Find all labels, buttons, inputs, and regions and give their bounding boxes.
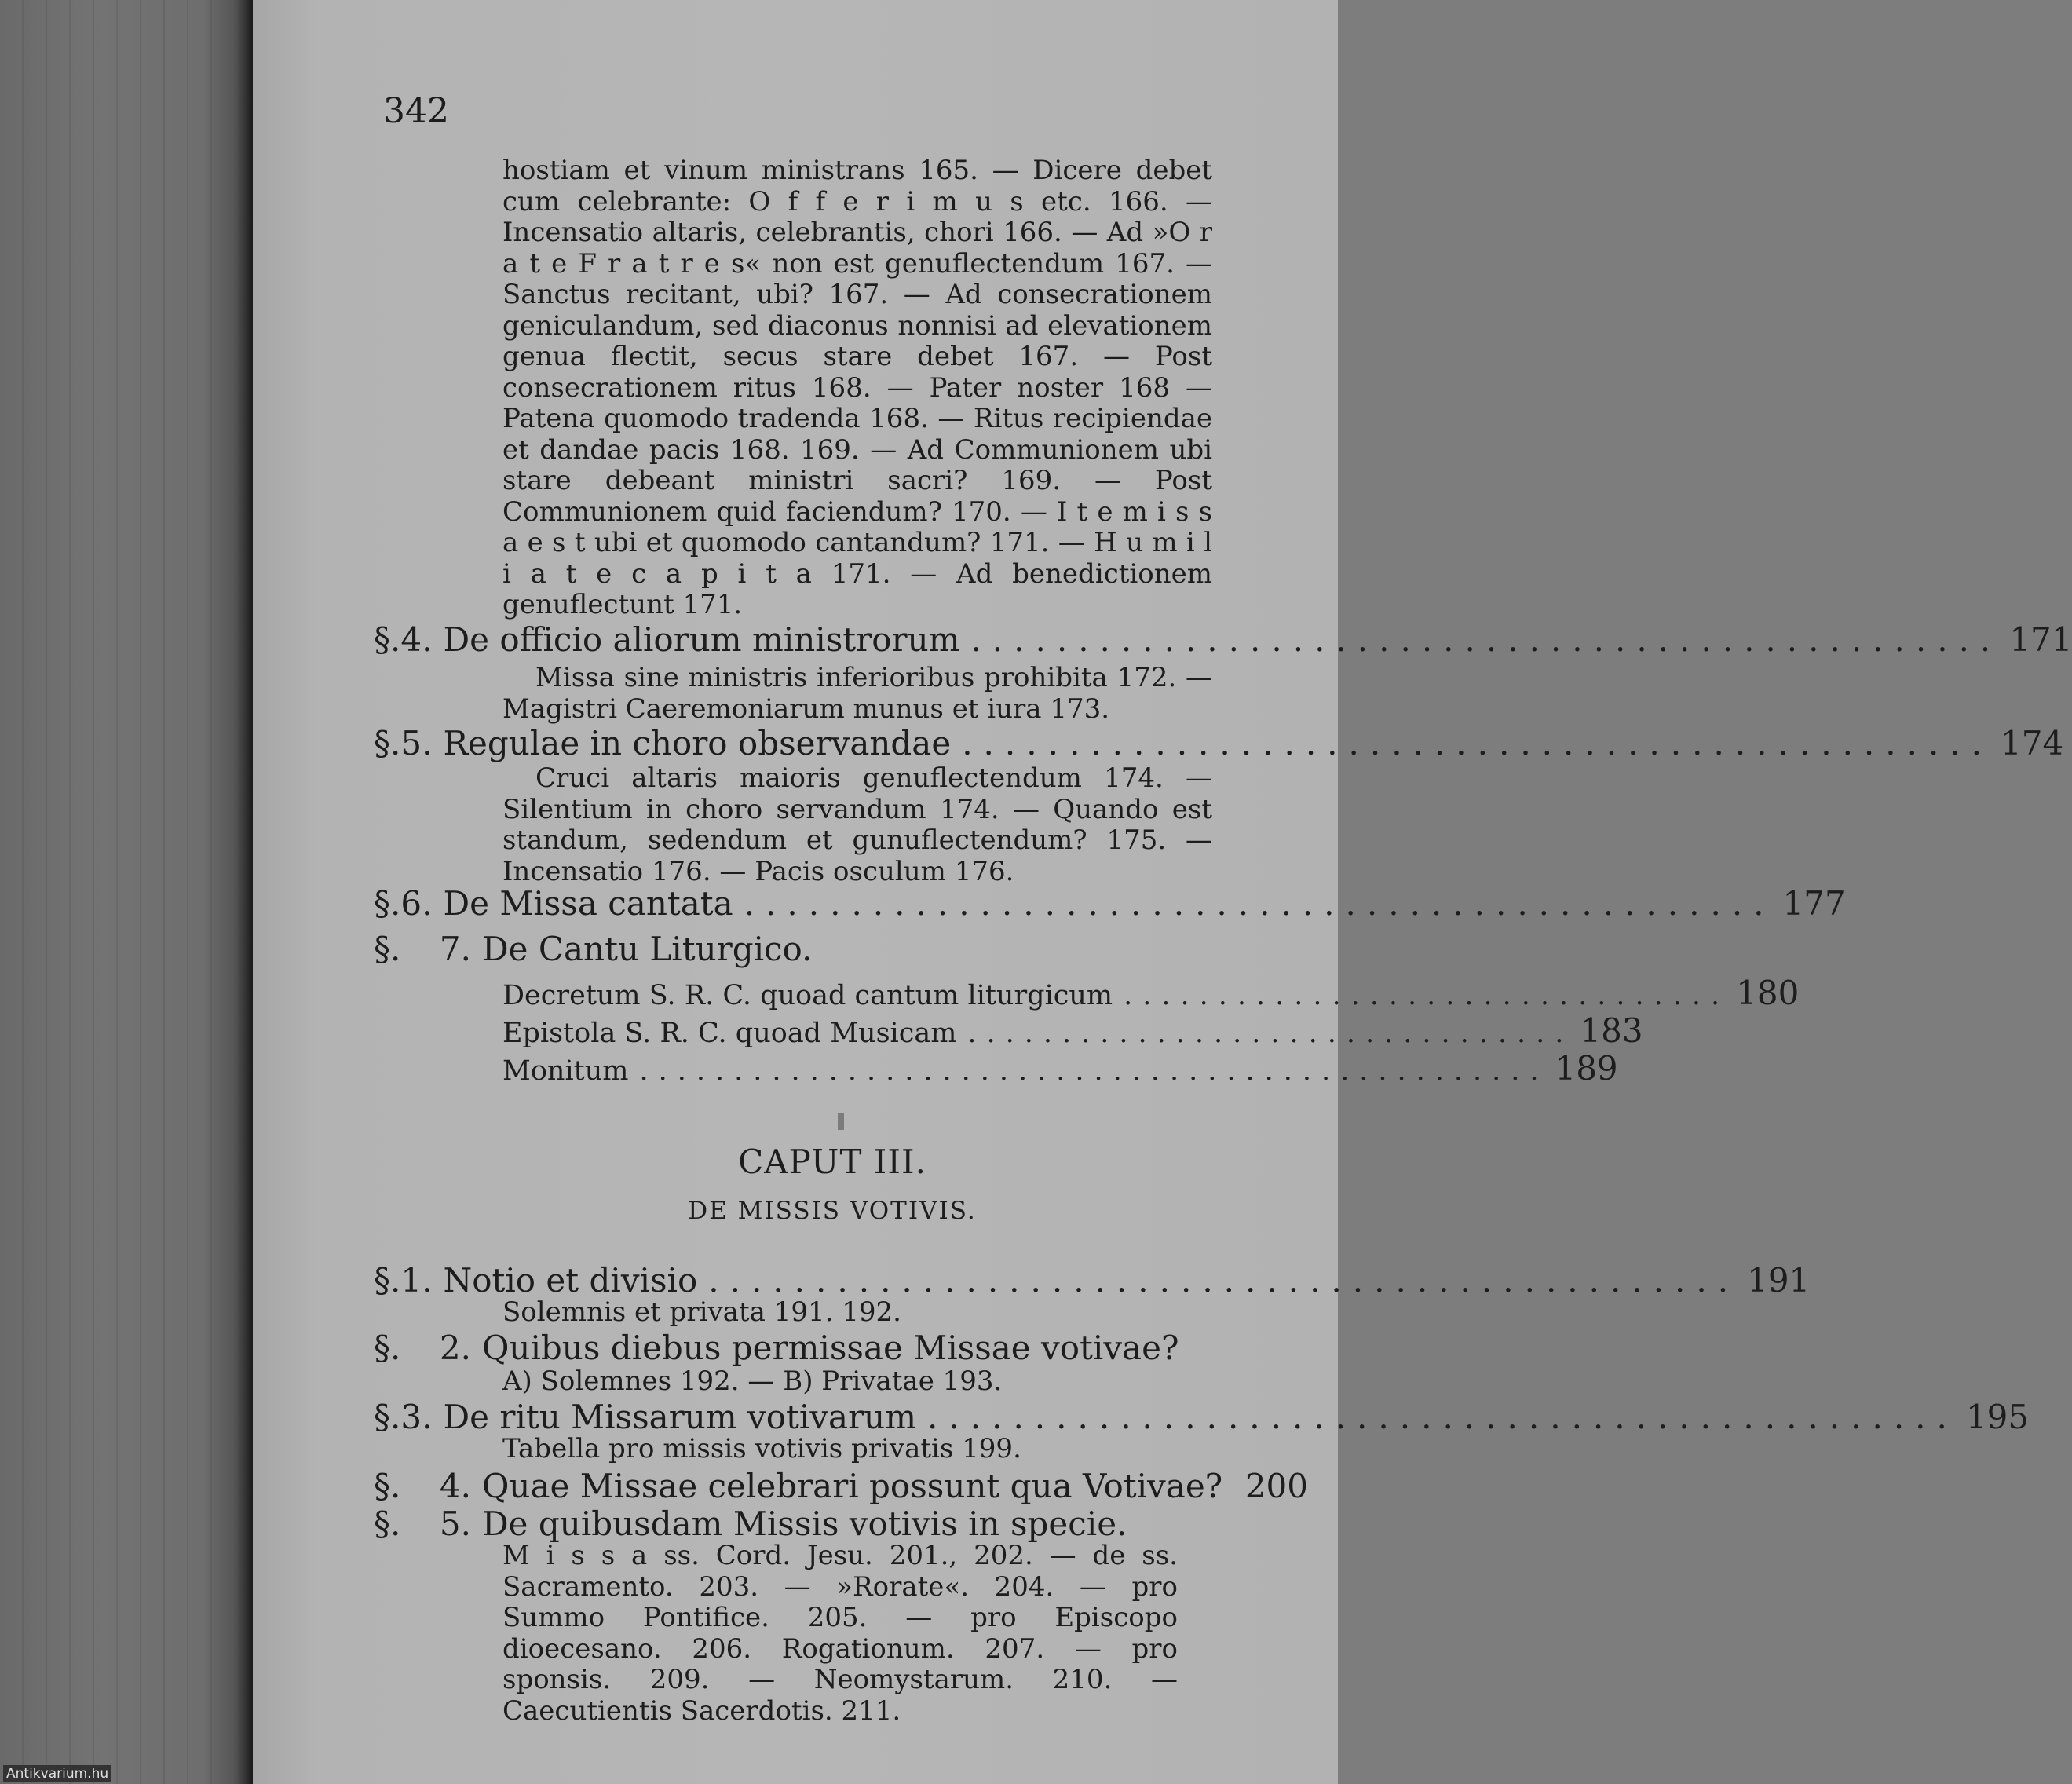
subentry-page: 189 [1555,1049,1618,1088]
section-page: 195 [1965,1398,2030,1436]
leader-dots: ................................ [1124,980,1730,1011]
caput3-section-4-entry [374,1467,1308,1506]
subentry-decretum [502,974,1800,1012]
subentry-page: 180 [1736,974,1800,1012]
section-symbol: §. [374,1261,401,1300]
subentry-title: Monitum [502,1055,629,1087]
section-number: 4. [439,1467,471,1505]
subentry-page: 183 [1580,1011,1643,1050]
leader-dots: ................................................ [708,1261,1740,1300]
section-number: 6. [400,884,433,923]
book-gutter [0,0,253,1784]
section-symbol: §. [374,930,401,968]
section-symbol: §. [374,1329,401,1367]
section-page: 200 [1244,1467,1308,1505]
subentry-title: Epistola S. R. C. quoad Musicam [502,1018,957,1049]
leader-dots: ................................................ [744,884,1775,923]
gutter-texture [0,0,236,1784]
caput3-section-2-entry [374,1329,1308,1368]
section-page: 171 [2009,620,2072,659]
section-5-entry [374,724,2064,763]
print-mark [838,1113,844,1130]
leader-dots: ................................................ [927,1398,1958,1436]
caput3-section-2-description: A) Solemnes 192. — B) Privatae 193. [502,1365,1003,1397]
section-5-description: Cruci altaris maioris genuflectendum 174. — Silentium in choro servandum 174. — Quando est standum, sedendum et gunuflectendum? 175. — Incensatio 176. — Pacis osculum 176. [502,762,1212,887]
section-number: 2. [439,1329,471,1367]
section-symbol: §. [374,1467,401,1505]
section-title: Quae Missae celebrari possunt qua Votivae? [482,1467,1223,1505]
leader-dots: ................................ [967,1018,1574,1049]
caput3-section-1-entry [374,1261,1811,1300]
leader-dots: ................................................ [962,724,1993,762]
leader-dots: ................................................ [639,1055,1549,1087]
section-number: 3. [400,1398,433,1436]
subentry-monitum [502,1049,1618,1088]
section-page: 174 [2001,724,2064,762]
section-title: De Cantu Liturgico. [482,930,813,968]
section-symbol: §. [374,1398,401,1436]
caput3-section-5-entry [374,1504,1308,1544]
caput3-section-3-description: Tabella pro missis votivis privatis 199. [502,1433,1021,1464]
leader-dots: ................................................ [970,620,2002,659]
section-title: De quibusdam Missis votivis in specie. [482,1504,1127,1543]
section-title: De ritu Missarum votivarum [443,1398,917,1436]
section-symbol: §. [374,724,401,762]
section-number: 7. [439,930,471,968]
section-page: 191 [1747,1261,1811,1300]
section-page: 177 [1782,884,1846,923]
section-symbol: §. [374,620,401,659]
section-number: 5. [439,1504,471,1543]
caput3-section-1-description: Solemnis et privata 191. 192. [502,1296,901,1328]
section-number: 5. [400,724,433,762]
watermark: Antikvarium.hu [3,1765,111,1782]
section-number: 1. [400,1261,433,1300]
subentry-title: Decretum S. R. C. quoad cantum liturgicum [502,980,1113,1011]
caput3-section-5-description: M i s s a ss. Cord. Jesu. 201., 202. — de ss. Sacramento. 203. — »Rorate«. 204. — pro Summo Pontifice. 205. — pro Episcopo dioecesano. 206. Rogationum. 207. — pro sponsis. 209. — Neomystarum. 210. — Caecutientis Sacerdotis. 211. [502,1540,1178,1727]
caput3-section-3-entry [374,1398,2030,1437]
subentry-epistola [502,1011,1643,1050]
section-4-description: Missa sine ministris inferioribus prohibita 172. — Magistri Caeremoniarum munus et iura 173. [502,662,1212,725]
section-symbol: §. [374,1504,401,1543]
chapter-subtitle: DE MISSIS VOTIVIS. [688,1197,977,1225]
section-title: Quibus diebus permissae Missae votivae? [482,1329,1179,1367]
section-7-entry [374,930,1308,969]
section-title: Regulae in choro observandae [443,724,952,762]
intro-paragraph: hostiam et vinum ministrans 165. — Dicere debet cum celebrante: O f f e r i m u s etc. 166. — Incensatio altaris, celebrantis, chori 166. — Ad »O r a t e F r a t r e s« non est genuflectendum 167. — Sanctus recitant, ubi? 167. — Ad consecrationem geniculandum, sed diaconus nonnisi ad elevationem genua flectit, secus stare debet 167. — Post consecrationem ritus 168. — Pater noster 168 — Patena quomodo tradenda 168. — Ritus recipiendae et dandae pacis 168. 169. — Ad Communionem ubi stare debeant ministri sacri? 169. — Post Communionem quid faciendum? 170. — I t e m i s s a e s t ubi et quomodo cantandum? 171. — H u m i l i a t e c a p i t a 171. — Ad benedictionem genuflectunt 171. [502,155,1212,620]
section-title: De Missa cantata [443,884,733,923]
page-number: 342 [383,91,449,131]
section-symbol: §. [374,884,401,923]
chapter-heading: CAPUT III. [738,1142,926,1181]
section-number: 4. [400,620,433,659]
section-title: De officio aliorum ministrorum [443,620,960,659]
section-4-entry [374,620,2072,660]
section-title: Notio et divisio [443,1261,698,1300]
section-6-entry [374,884,1846,923]
